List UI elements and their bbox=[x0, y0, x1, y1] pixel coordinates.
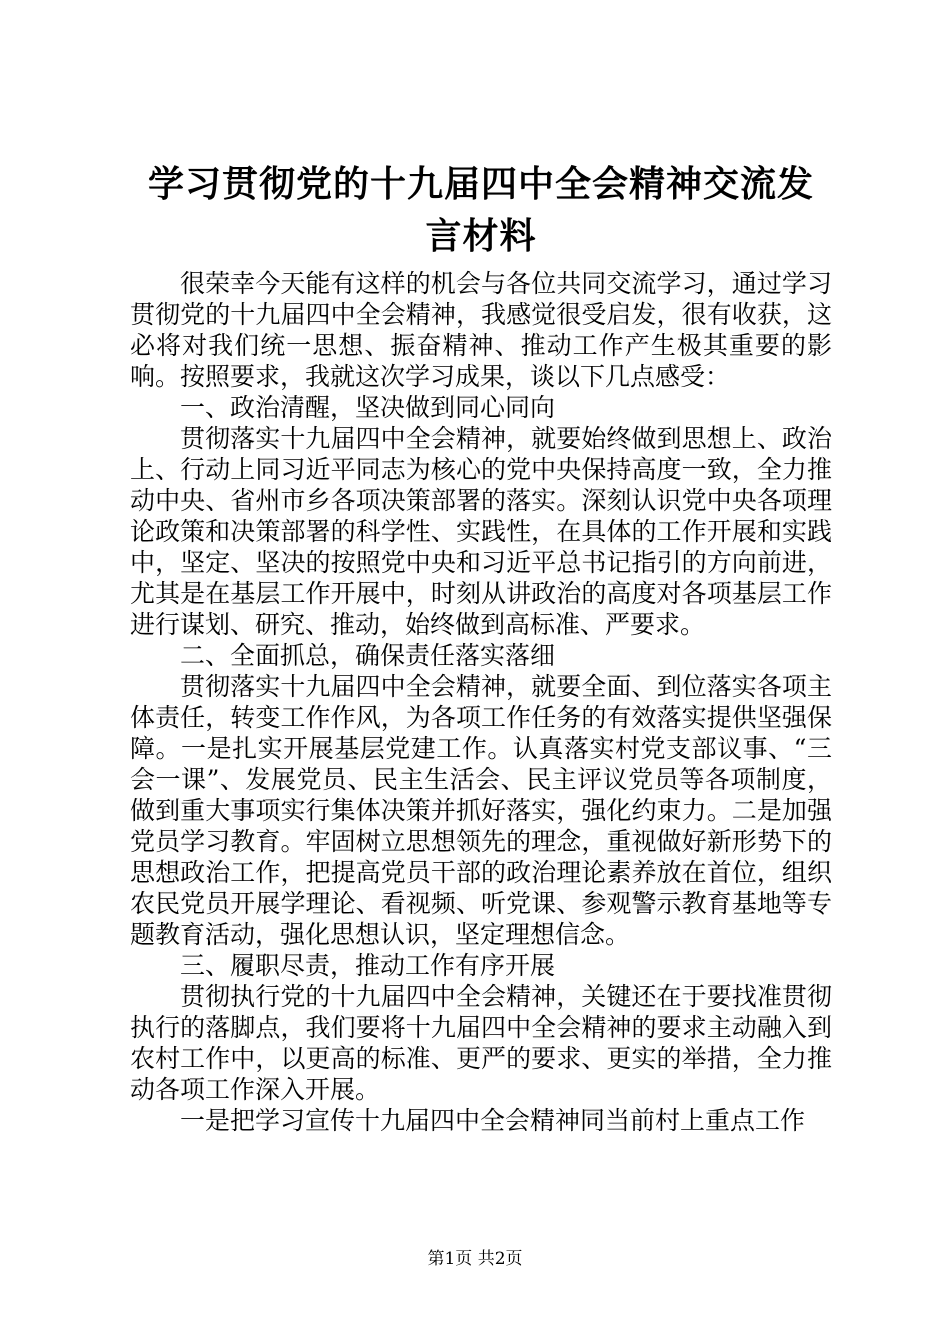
paragraph-section-3-point-1: 一是把学习宣传十九届四中全会精神同当前村上重点工作 bbox=[180, 1106, 806, 1135]
paragraph-section-2: 贯彻落实十九届四中全会精神，就要全面、到位落实各项主体责任，转变工作作风，为各项工作任务的有效落实提供坚强保障。一是扎实开展基层党建工作。认真落实村党支部议事、“三会一课”、发展党员、民主生活会、民主评议党员等各项制度，做到重大事项实行集体决策并抓好落实，强化约束力。二是加强党员学习教育。牢固树立思想领先的理念，重视做好新形势下的思想政治工作，把提高党员干部的政治理论素养放在首位，组织农民党员开展学理论、看视频、听党课、参观警示教育基地等专题教育活动，强化思想认识，坚定理想信念。 bbox=[130, 672, 832, 949]
section-heading-1: 一、政治清醒，坚决做到同心同向 bbox=[180, 393, 556, 422]
page-footer: 第1页 共2页 bbox=[427, 1249, 523, 1269]
document-body bbox=[130, 268, 832, 1136]
paragraph-intro: 很荣幸今天能有这样的机会与各位共同交流学习，通过学习贯彻党的十九届四中全会精神，我感觉很受启发，很有收获，这必将对我们统一思想、振奋精神、推动工作产生极其重要的影响。按照要求，我就这次学习成果，谈以下几点感受： bbox=[130, 269, 832, 391]
document-title: 学习贯彻党的十九届四中全会精神交流发言材料 bbox=[147, 163, 814, 257]
paragraph-section-3: 贯彻执行党的十九届四中全会精神，关键还在于要找准贯彻执行的落脚点，我们要将十九届四中全会精神的要求主动融入到农村工作中，以更高的标准、更严的要求、更实的举措，全力推动各项工作深入开展。 bbox=[130, 982, 832, 1104]
paragraph-section-1: 贯彻落实十九届四中全会精神，就要始终做到思想上、政治上、行动上同习近平同志为核心的党中央保持高度一致，全力推动中央、省州市乡各项决策部署的落实。深刻认识党中央各项理论政策和决策部署的科学性、实践性，在具体的工作开展和实践中，坚定、坚决的按照党中央和习近平总书记指引的方向前进，尤其是在基层工作开展中，时刻从讲政治的高度对各项基层工作进行谋划、研究、推动，始终做到高标准、严要求。 bbox=[130, 424, 832, 639]
section-heading-2: 二、全面抓总，确保责任落实落细 bbox=[180, 641, 556, 670]
document-page bbox=[130, 158, 832, 1136]
section-heading-3: 三、履职尽责，推动工作有序开展 bbox=[180, 951, 556, 980]
